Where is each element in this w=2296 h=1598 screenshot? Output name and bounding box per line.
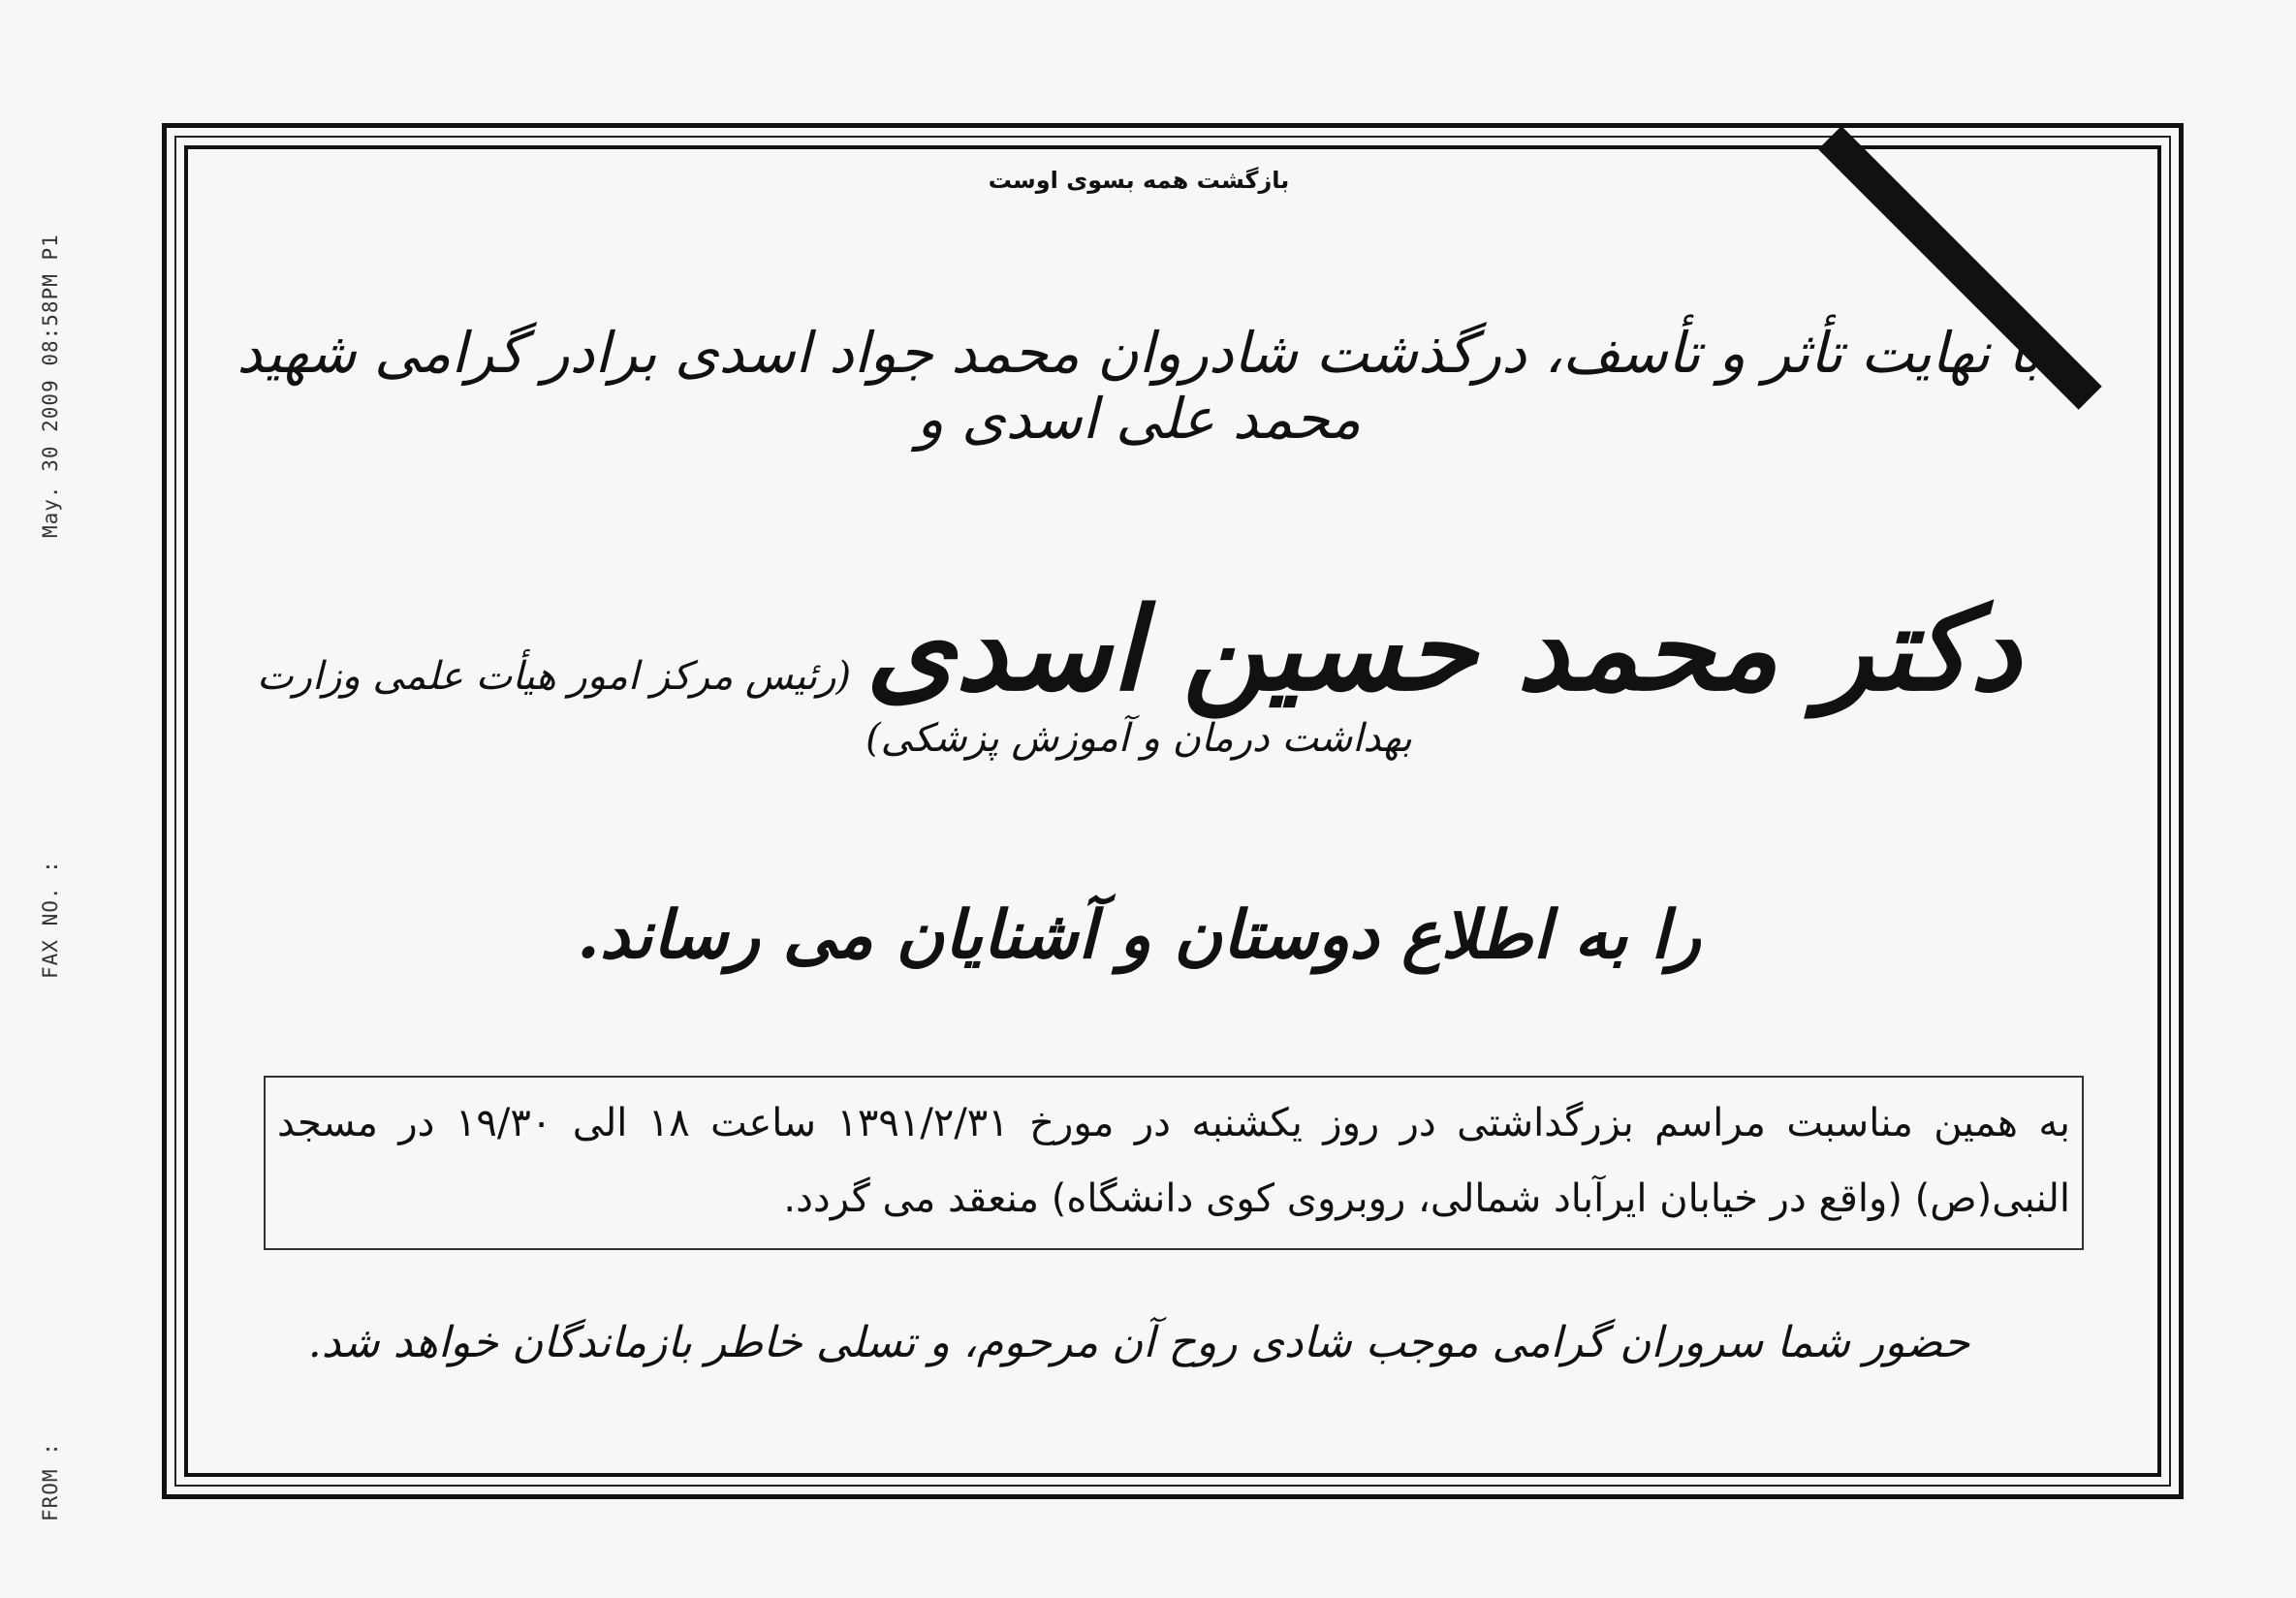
announcement-closing-line: را به اطلاع دوستان و آشنایان می رساند. (577, 896, 1701, 974)
closing-condolence-line: حضور شما سروران گرامی موجب شادی روح آن مرحوم، و تسلی خاطر بازماندگان خواهد شد. (307, 1318, 1970, 1367)
fax-number-label: FAX NO. : (39, 860, 62, 979)
top-verse: بازگشت همه بسوی اوست (988, 167, 1290, 194)
announcement-opening-line: با نهایت تأثر و تأسف، درگذشت شادروان محمد جواد اسدی برادر گرامی شهید محمد علی اسدی و (236, 320, 2041, 452)
deceased-relative-line (194, 581, 2084, 761)
doctor-role: (رئیس مرکز امور هیأت علمی وزارت بهداشت درمان و آموزش پزشکی) (256, 654, 1412, 761)
fax-date-line: May. 30 2009 08:58PM P1 (39, 234, 62, 538)
fax-header-strip (39, 0, 126, 1598)
ceremony-details-box (264, 1076, 2084, 1250)
ceremony-details-text: به همین مناسبت مراسم بزرگداشتی در روز یکشنبه در مورخ ۱۳۹۱/۲/۳۱ ساعت ۱۸ الی ۱۹/۳۰ در مسجد النبی(ص) (واقع در خیابان ایرآباد شمالی، روبروی کوی دانشگاه) منعقد می گردد. (277, 1101, 2071, 1221)
fax-from-label: FROM : (39, 1442, 62, 1521)
doctor-name: دکتر محمد حسین اسدی (865, 581, 2022, 716)
